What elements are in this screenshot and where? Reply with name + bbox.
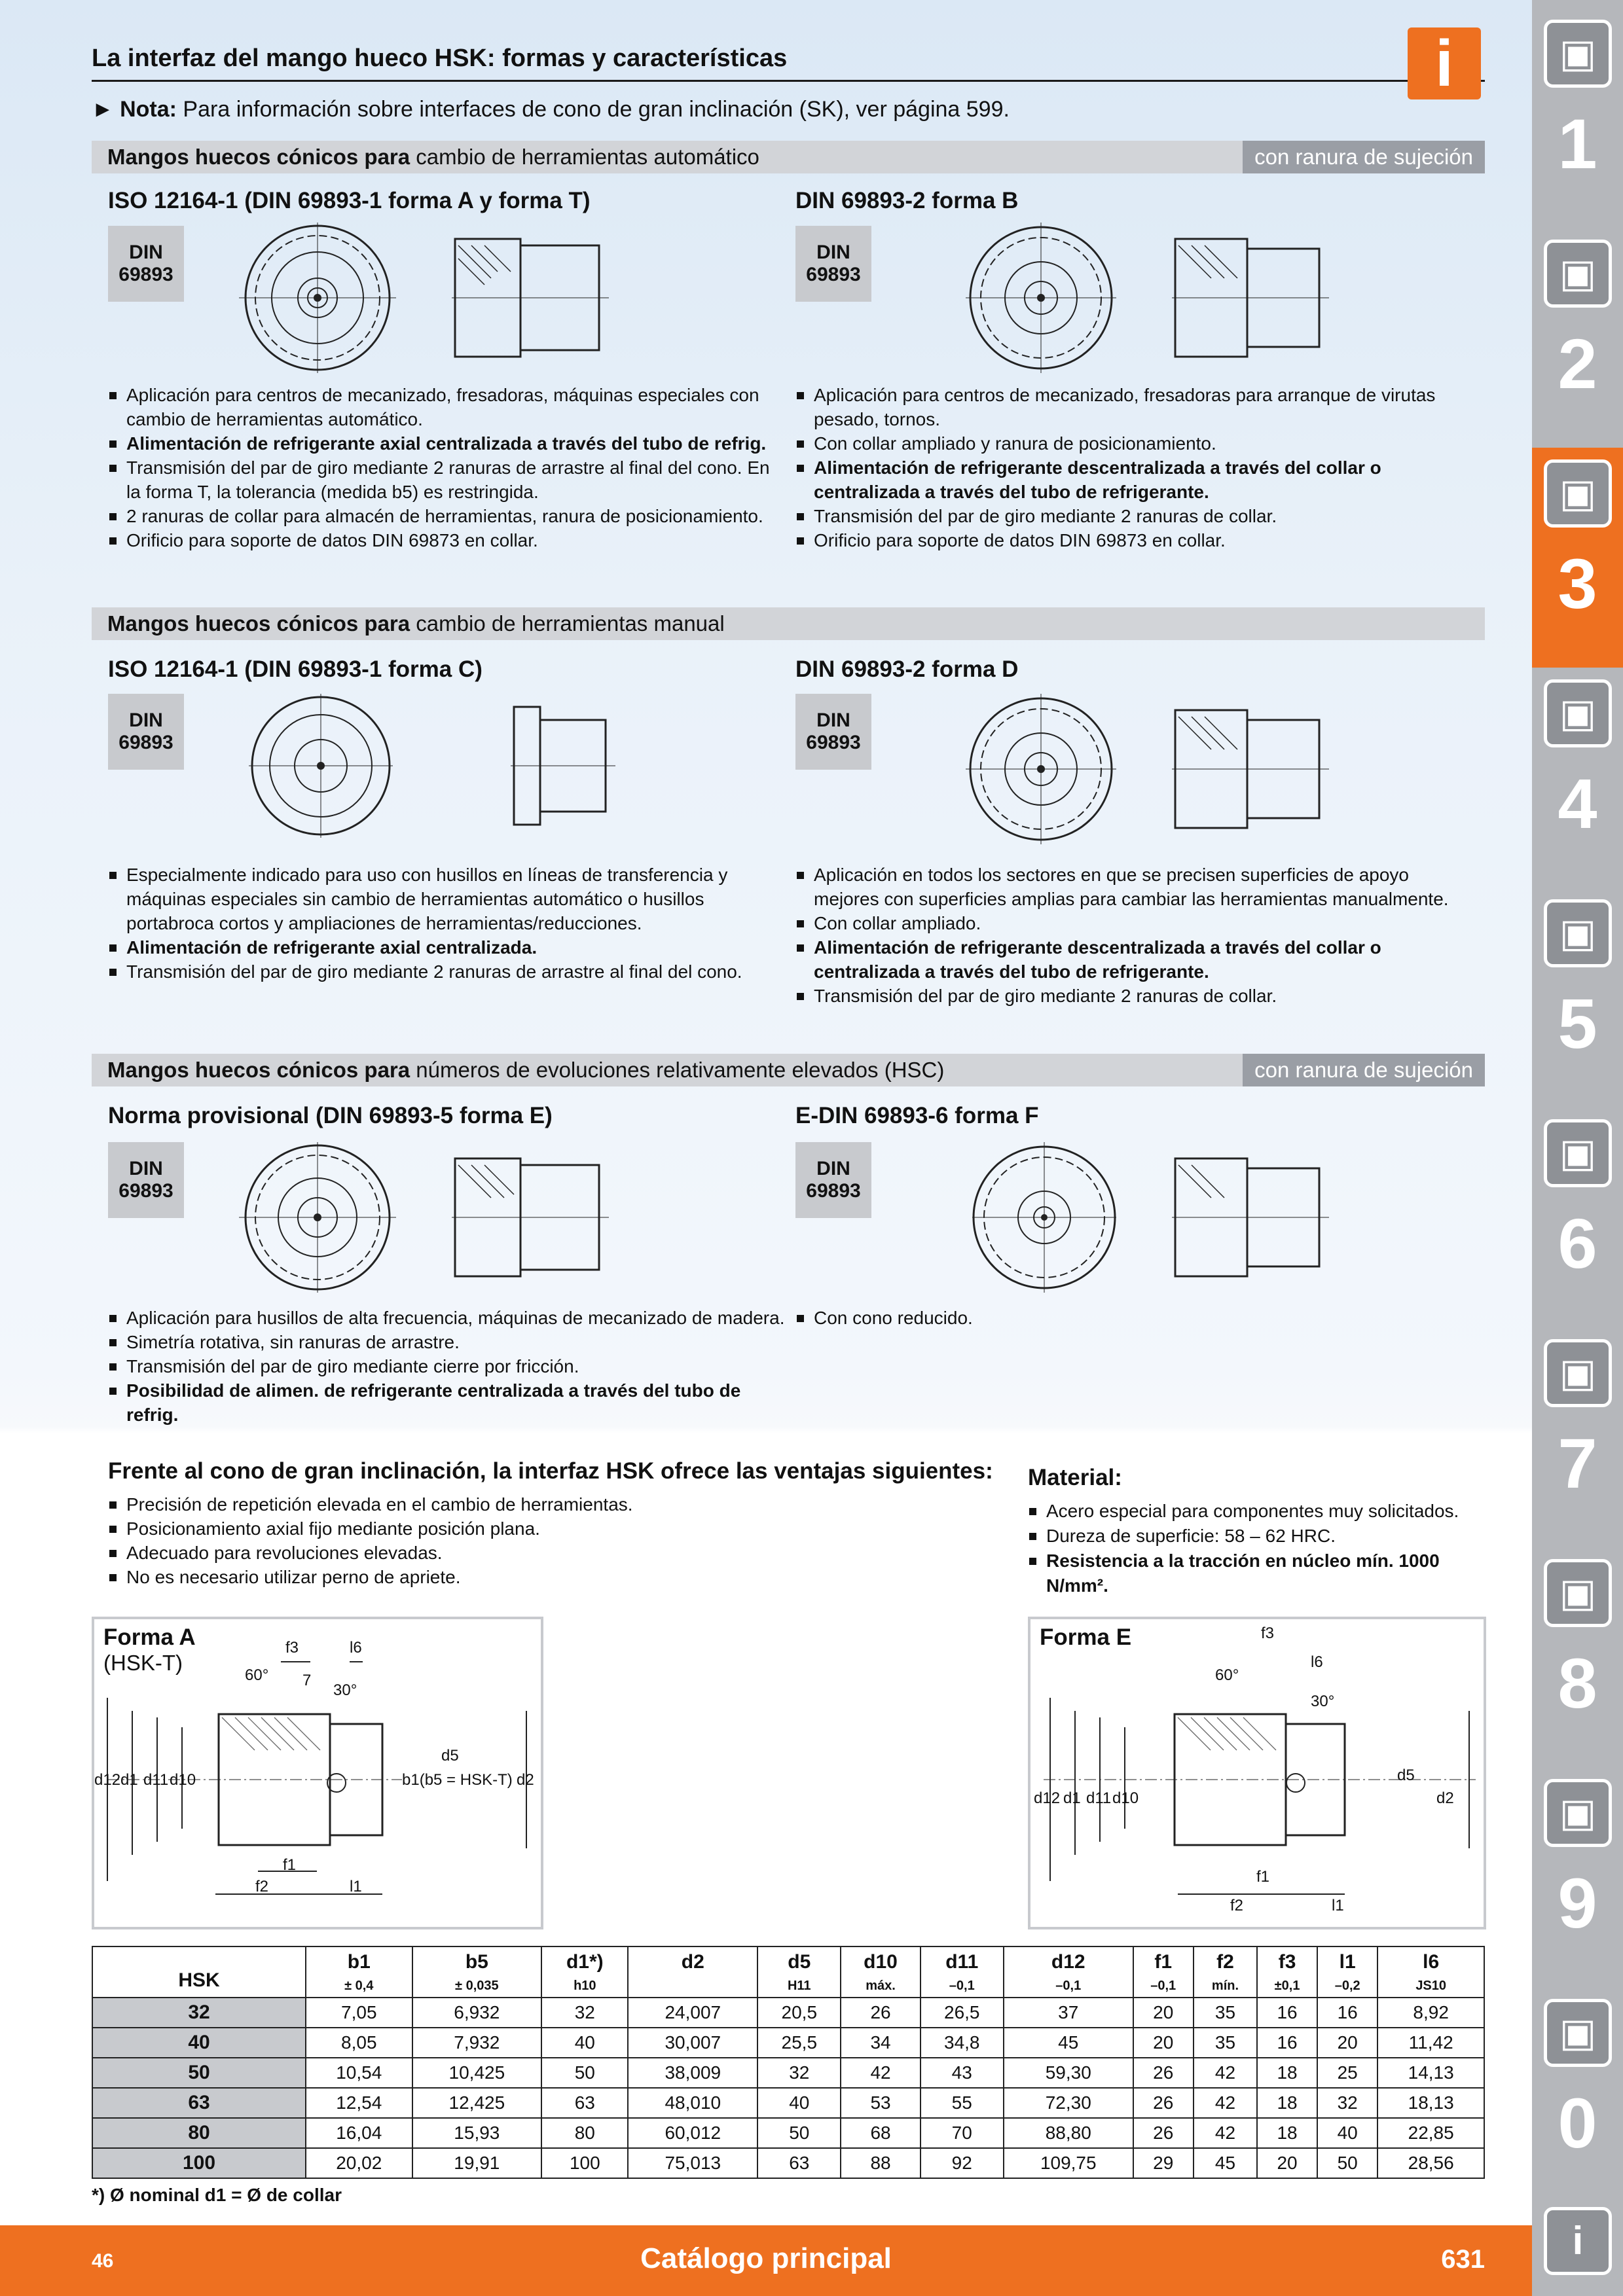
column-header: f3 ±0,1 (1257, 1946, 1317, 1998)
din-badge: DIN 69893 (795, 226, 871, 302)
chapter-number: 8 (1558, 1643, 1597, 1723)
bullets-forma-d (795, 863, 1476, 1008)
row-key-hsk: 80 (92, 2118, 306, 2148)
table-cell: 12,425 (412, 2088, 542, 2118)
advantages-list (108, 1492, 959, 1589)
caliper-icon: ▣ (1544, 679, 1612, 747)
table-cell: 109,75 (1004, 2148, 1133, 2178)
table-cell: 20 (1257, 2148, 1317, 2178)
table-cell: 19,91 (412, 2148, 542, 2178)
chapter-number: 0 (1558, 2083, 1597, 2162)
section-bar-automatic (92, 141, 1485, 173)
table-cell: 26 (841, 1998, 920, 2028)
table-cell: 50 (757, 2118, 841, 2148)
drawing-forma-e-front (236, 1142, 399, 1293)
figure-title: Forma A (103, 1624, 196, 1650)
dim-d10: d10 (170, 1771, 196, 1789)
table-row (92, 2088, 1484, 2118)
dim-d2: d2 (517, 1771, 534, 1789)
column-header: d5 H11 (757, 1946, 841, 1998)
din-badge: DIN 69893 (108, 226, 184, 302)
section-title-rest: cambio de herramientas automático (410, 145, 759, 169)
table-footnote: *) Ø nominal d1 = Ø de collar (92, 2185, 342, 2205)
dim-f3: f3 (285, 1639, 299, 1657)
row-key-hsk: 100 (92, 2148, 306, 2178)
dim-d12: d12 (94, 1771, 121, 1789)
table-cell: 16 (1257, 1998, 1317, 2028)
list-item: Aplicación en todos los sectores en que se precisen superficies de apoyo mejores con superficies amplias para cambiar las herramientas manualmente. (795, 863, 1476, 911)
table-cell: 16,04 (306, 2118, 412, 2148)
dim-l1: l1 (350, 1878, 362, 1895)
section-title-rest: cambio de herramientas manual (410, 611, 725, 636)
table-cell: 10,425 (412, 2058, 542, 2088)
table-cell: 8,92 (1377, 1998, 1484, 2028)
chapter-tab-2[interactable] (1532, 228, 1623, 448)
list-item: Alimentación de refrigerante axial centralizada a través del tubo de refrig. (108, 431, 789, 456)
table-cell: 42 (1194, 2058, 1257, 2088)
list-item: Transmisión del par de giro mediante 2 ranuras de arrastre al final del cono. En la forma T, la tolerancia (medida b5) es restringida. (108, 456, 789, 504)
list-item: Adecuado para revoluciones elevadas. (108, 1541, 959, 1565)
chapter-tab-3[interactable] (1532, 448, 1623, 668)
drawing-forma-c-front (246, 694, 396, 838)
column-header: b5 ± 0,035 (412, 1946, 542, 1998)
footer-bar (0, 2225, 1532, 2296)
table-cell: 40 (541, 2028, 628, 2058)
chapter-number: 4 (1558, 764, 1597, 843)
table-cell: 30,007 (628, 2028, 757, 2058)
heading-forma-f: E-DIN 69893-6 forma F (795, 1103, 1039, 1128)
table-cell: 15,93 (412, 2118, 542, 2148)
table-cell: 6,932 (412, 1998, 542, 2028)
chapter-tab-8[interactable] (1532, 1547, 1623, 1767)
cabinet-icon: ▣ (1544, 1779, 1612, 1847)
material-list (1028, 1499, 1473, 1598)
figure-title: Forma E (1040, 1624, 1132, 1650)
table-cell: 26 (1133, 2118, 1194, 2148)
dim-d5: d5 (1397, 1767, 1415, 1784)
material-title: Material: (1028, 1465, 1122, 1490)
table-cell: 50 (541, 2058, 628, 2088)
bullets-forma-f (795, 1306, 1476, 1330)
saw-icon: ▣ (1544, 899, 1612, 967)
table-cell: 40 (1317, 2118, 1377, 2148)
heading-forma-c: ISO 12164-1 (DIN 69893-1 forma C) (108, 656, 483, 682)
column-header: d12 –0,1 (1004, 1946, 1133, 1998)
drawing-forma-f-front (969, 1142, 1120, 1293)
dim-f2: f2 (1230, 1897, 1244, 1914)
column-header: f2 mín. (1194, 1946, 1257, 1998)
table-row (92, 1998, 1484, 2028)
table-cell: 53 (841, 2088, 920, 2118)
list-item: Con cono reducido. (795, 1306, 1476, 1330)
table-cell: 63 (757, 2148, 841, 2178)
section-bar-manual (92, 607, 1485, 640)
list-item: Aplicación para centros de mecanizado, fresadoras para arranque de virutas pesado, tornos. (795, 383, 1476, 431)
dim-d10: d10 (1112, 1789, 1139, 1807)
list-item: Especialmente indicado para uso con husillos en líneas de transferencia y máquinas especiales sin cambio de herramientas automático o husillos portabroca cortos y ampliaciones de herramientas/reducciones. (108, 863, 789, 935)
table-cell: 22,85 (1377, 2118, 1484, 2148)
table-cell: 43 (921, 2058, 1004, 2088)
table-cell: 7,932 (412, 2028, 542, 2058)
insert-icon: ▣ (1544, 240, 1612, 308)
dim-d11: d11 (1086, 1789, 1112, 1807)
table-cell: 8,05 (306, 2028, 412, 2058)
table-cell: 18,13 (1377, 2088, 1484, 2118)
table-cell: 28,56 (1377, 2148, 1484, 2178)
drawing-forma-d-front (962, 694, 1120, 844)
chapter-tab-1[interactable] (1532, 8, 1623, 228)
drawing-forma-a-section (452, 232, 609, 363)
table-cell: 88 (841, 2148, 920, 2178)
table-cell: 18 (1257, 2088, 1317, 2118)
list-item: Transmisión del par de giro mediante 2 ranuras de collar. (795, 504, 1476, 528)
drawing-forma-e-section (452, 1152, 609, 1283)
section-tag: con ranura de sujeción (1243, 1054, 1485, 1086)
column-header: d1*) h10 (541, 1946, 628, 1998)
holder-icon: ▣ (1544, 459, 1612, 528)
info-icon[interactable]: i (1408, 27, 1481, 99)
list-item: Transmisión del par de giro mediante cierre por fricción. (108, 1354, 789, 1378)
column-header: d11 –0,1 (921, 1946, 1004, 1998)
chapter-number: 5 (1558, 984, 1597, 1063)
table-cell: 45 (1004, 2028, 1133, 2058)
table-cell: 72,30 (1004, 2088, 1133, 2118)
table-cell: 32 (757, 2058, 841, 2088)
table-cell: 20 (1317, 2028, 1377, 2058)
list-item: Con collar ampliado. (795, 911, 1476, 935)
dim-l6: l6 (350, 1639, 362, 1657)
heading-forma-e: Norma provisional (DIN 69893-5 forma E) (108, 1103, 553, 1128)
section-title-rest: números de evoluciones relativamente elevados (HSC) (410, 1058, 945, 1082)
dim-d11: d11 (143, 1771, 169, 1789)
dim-f2: f2 (255, 1878, 269, 1895)
section-title-bold: Mangos huecos cónicos para (107, 1058, 410, 1082)
table-cell: 11,42 (1377, 2028, 1484, 2058)
column-header: f1 –0,1 (1133, 1946, 1194, 1998)
page-number-left: 46 (92, 2250, 114, 2272)
table-cell: 42 (1194, 2088, 1257, 2118)
table-cell: 88,80 (1004, 2118, 1133, 2148)
chapter-number: 6 (1558, 1204, 1597, 1283)
chapter-number: 2 (1558, 324, 1597, 403)
din-badge: DIN 69893 (108, 1142, 184, 1218)
table-row (92, 2118, 1484, 2148)
angle-30: 30° (333, 1681, 357, 1699)
figure-forma-a (92, 1617, 543, 1929)
table-cell: 20 (1133, 2028, 1194, 2058)
chapter-number: 7 (1558, 1424, 1597, 1503)
list-item: Precisión de repetición elevada en el cambio de herramientas. (108, 1492, 959, 1516)
dim-d1: d1 (1063, 1789, 1081, 1807)
drawing-forma-a-front (236, 223, 399, 373)
note (92, 97, 1010, 122)
dim-d2: d2 (1436, 1789, 1454, 1807)
table-cell: 16 (1257, 2028, 1317, 2058)
table-cell: 92 (921, 2148, 1004, 2178)
table-cell: 50 (1317, 2148, 1377, 2178)
dim-d5: d5 (441, 1747, 459, 1765)
figure-subtitle: (HSK-T) (103, 1651, 183, 1675)
table-cell: 25 (1317, 2058, 1377, 2088)
table-cell: 34,8 (921, 2028, 1004, 2058)
table-cell: 42 (841, 2058, 920, 2088)
table-cell: 70 (921, 2118, 1004, 2148)
table-cell: 35 (1194, 2028, 1257, 2058)
table-cell: 80 (541, 2118, 628, 2148)
angle-60: 60° (1215, 1666, 1239, 1684)
drawing-forma-b-front (962, 223, 1120, 373)
table-cell: 29 (1133, 2148, 1194, 2178)
table-cell: 20 (1133, 1998, 1194, 2028)
table-cell: 10,54 (306, 2058, 412, 2088)
drawing-forma-f-section (1172, 1152, 1329, 1283)
hammer-icon: ▣ (1544, 1559, 1612, 1627)
table-cell: 40 (757, 2088, 841, 2118)
drill-icon: ▣ (1544, 20, 1612, 88)
hsk-dimensions-table (92, 1946, 1485, 2179)
table-header-row (92, 1946, 1484, 1998)
row-key-hsk: 50 (92, 2058, 306, 2088)
table-cell: 24,007 (628, 1998, 757, 2028)
list-item: Posibilidad de alimen. de refrigerante centralizada a través del tubo de refrig. (108, 1378, 789, 1427)
heading-forma-b: DIN 69893-2 forma B (795, 188, 1019, 213)
table-cell: 26 (1133, 2088, 1194, 2118)
page-title: La interfaz del mango hueco HSK: formas y características (92, 45, 788, 72)
advantages-title: Frente al cono de gran inclinación, la interfaz HSK ofrece las ventajas siguientes: (108, 1458, 993, 1484)
chapter-tab-5[interactable] (1532, 888, 1623, 1107)
table-cell: 26,5 (921, 1998, 1004, 2028)
table-cell: 37 (1004, 1998, 1133, 2028)
table-cell: 32 (541, 1998, 628, 2028)
list-item: Simetría rotativa, sin ranuras de arrastre. (108, 1330, 789, 1354)
dim-d1: d1 (120, 1771, 138, 1789)
chapter-number: 3 (1558, 544, 1597, 623)
list-item: Alimentación de refrigerante axial centralizada. (108, 935, 789, 960)
table-cell: 14,13 (1377, 2058, 1484, 2088)
table-cell: 59,30 (1004, 2058, 1133, 2088)
heading-forma-d: DIN 69893-2 forma D (795, 656, 1019, 682)
table-cell: 12,54 (306, 2088, 412, 2118)
chapter-tab-4[interactable] (1532, 668, 1623, 888)
table-cell: 20,5 (757, 1998, 841, 2028)
table-cell: 60,012 (628, 2118, 757, 2148)
list-item: Aplicación para centros de mecanizado, fresadoras, máquinas especiales con cambio de herramientas automático. (108, 383, 789, 431)
table-body (92, 1998, 1484, 2178)
table-cell: 45 (1194, 2148, 1257, 2178)
table-cell: 38,009 (628, 2058, 757, 2088)
list-item: Posicionamiento axial fijo mediante posición plana. (108, 1516, 959, 1541)
table-cell: 7,05 (306, 1998, 412, 2028)
table-row (92, 2058, 1484, 2088)
safety-glasses-icon: ▣ (1544, 1999, 1612, 2067)
table-cell: 16 (1317, 1998, 1377, 2028)
list-item: Acero especial para componentes muy solicitados. (1028, 1499, 1473, 1524)
list-item: Resistencia a la tracción en núcleo mín. 1000 N/mm². (1028, 1549, 1473, 1598)
list-item: 2 ranuras de collar para almacén de herramientas, ranura de posicionamiento. (108, 504, 789, 528)
column-header: d10 máx. (841, 1946, 920, 1998)
chapter-number: 9 (1558, 1863, 1597, 1943)
bullets-forma-b (795, 383, 1476, 552)
table-cell: 18 (1257, 2118, 1317, 2148)
chapter-rail (1532, 0, 1623, 2296)
table-cell: 100 (541, 2148, 628, 2178)
table-cell: 18 (1257, 2058, 1317, 2088)
dim-b1: b1(b5 = HSK-T) (402, 1771, 513, 1789)
column-header: d2 (628, 1946, 757, 1998)
dim-7: 7 (302, 1672, 312, 1689)
heading-forma-a: ISO 12164-1 (DIN 69893-1 forma A y forma T) (108, 188, 591, 213)
table-cell: 55 (921, 2088, 1004, 2118)
bullets-forma-e (108, 1306, 789, 1427)
list-item: Dureza de superficie: 58 – 62 HRC. (1028, 1524, 1473, 1549)
note-text: Para información sobre interfaces de cono de gran inclinación (SK), ver página 599. (176, 97, 1010, 122)
figure-forma-e (1028, 1617, 1486, 1929)
table-cell: 48,010 (628, 2088, 757, 2118)
table-cell: 32 (1317, 2088, 1377, 2118)
table-cell: 42 (1194, 2118, 1257, 2148)
drawing-forma-c-section (511, 704, 615, 828)
table-cell: 35 (1194, 1998, 1257, 2028)
row-key-hsk: 63 (92, 2088, 306, 2118)
table-cell: 34 (841, 2028, 920, 2058)
dim-l1: l1 (1332, 1897, 1344, 1914)
page-number-right: 631 (1441, 2245, 1485, 2274)
list-item: Transmisión del par de giro mediante 2 ranuras de arrastre al final del cono. (108, 960, 789, 984)
list-item: Alimentación de refrigerante descentralizada a través del collar o centralizada a través del tubo de refrigerante. (795, 456, 1476, 504)
dim-f1: f1 (283, 1856, 297, 1874)
chapter-tab-9[interactable] (1532, 1767, 1623, 1987)
chapter-tab-7[interactable] (1532, 1327, 1623, 1547)
pliers-icon: ▣ (1544, 1339, 1612, 1407)
row-key-hsk: 40 (92, 2028, 306, 2058)
drawing-forma-b-section (1172, 232, 1329, 363)
table-cell: 26 (1133, 2058, 1194, 2088)
wrench-icon: ▣ (1544, 1119, 1612, 1187)
list-item: Aplicación para husillos de alta frecuencia, máquinas de mecanizado de madera. (108, 1306, 789, 1330)
table-row (92, 2148, 1484, 2178)
table-cell: 63 (541, 2088, 628, 2118)
angle-60: 60° (245, 1666, 269, 1684)
dim-f3: f3 (1261, 1624, 1275, 1642)
din-badge: DIN 69893 (108, 694, 184, 770)
note-label: ► Nota: (92, 97, 177, 122)
info-chapter-icon[interactable]: i (1544, 2207, 1612, 2275)
dim-f1: f1 (1256, 1868, 1270, 1886)
catalog-title: Catálogo principal (640, 2242, 892, 2274)
list-item: Transmisión del par de giro mediante 2 ranuras de collar. (795, 984, 1476, 1008)
column-header-hsk: HSK (92, 1946, 306, 1998)
dim-d12: d12 (1034, 1789, 1061, 1807)
din-badge: DIN 69893 (795, 694, 871, 770)
row-key-hsk: 32 (92, 1998, 306, 2028)
bullets-forma-a (108, 383, 789, 552)
angle-30: 30° (1311, 1693, 1335, 1710)
table-cell: 68 (841, 2118, 920, 2148)
list-item: Con collar ampliado y ranura de posicionamiento. (795, 431, 1476, 456)
list-item: Orificio para soporte de datos DIN 69873 en collar. (108, 528, 789, 552)
table-cell: 75,013 (628, 2148, 757, 2178)
section-bar-hsc (92, 1054, 1485, 1086)
section-tag: con ranura de sujeción (1243, 141, 1485, 173)
chapter-tab-0[interactable] (1532, 1987, 1623, 2207)
section-title-bold: Mangos huecos cónicos para (107, 611, 410, 636)
drawing-forma-d-section (1172, 704, 1329, 834)
column-header: l1 –0,2 (1317, 1946, 1377, 1998)
list-item: Orificio para soporte de datos DIN 69873 en collar. (795, 528, 1476, 552)
bullets-forma-c (108, 863, 789, 984)
title-rule (92, 80, 1485, 82)
section-title-bold: Mangos huecos cónicos para (107, 145, 410, 169)
chapter-tab-6[interactable] (1532, 1107, 1623, 1327)
column-header: b1 ± 0,4 (306, 1946, 412, 1998)
table-cell: 20,02 (306, 2148, 412, 2178)
list-item: Alimentación de refrigerante descentralizada a través del collar o centralizada a través del tubo de refrigerante. (795, 935, 1476, 984)
din-badge: DIN 69893 (795, 1142, 871, 1218)
column-header: l6 JS10 (1377, 1946, 1484, 1998)
table-row (92, 2028, 1484, 2058)
table-cell: 25,5 (757, 2028, 841, 2058)
list-item: No es necesario utilizar perno de apriete. (108, 1565, 959, 1589)
chapter-number: 1 (1558, 104, 1597, 183)
dim-l6: l6 (1311, 1653, 1323, 1671)
